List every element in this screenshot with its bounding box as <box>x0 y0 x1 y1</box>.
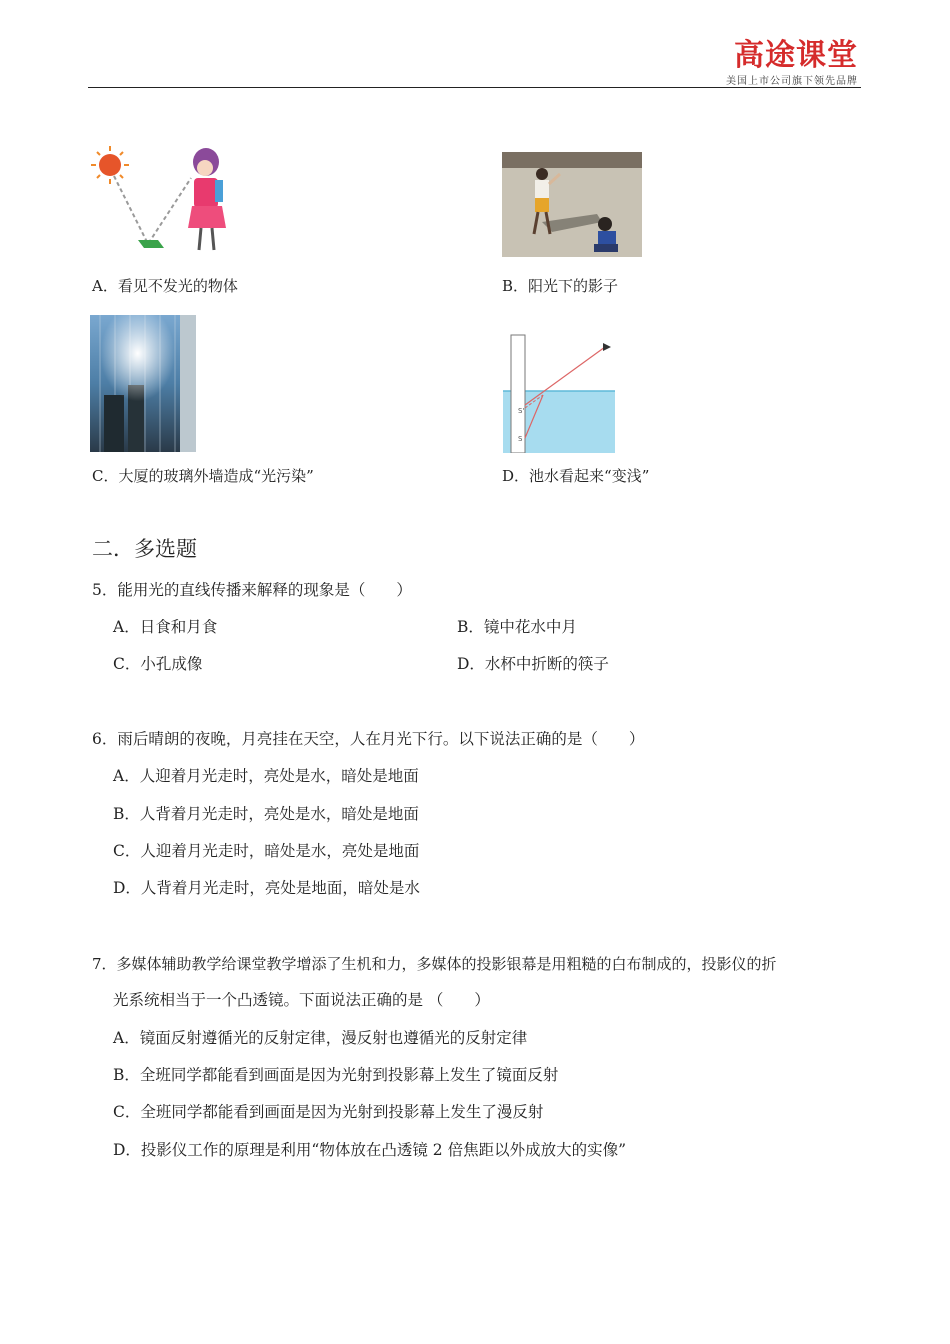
glass-building-photo <box>90 315 196 452</box>
header-divider <box>88 87 861 88</box>
pool-refraction-diagram <box>503 333 615 453</box>
figure-a-illustration <box>88 140 228 258</box>
brand-slogan: 美国上市公司旗下领先品牌 <box>726 76 858 87</box>
question-5-stem: 5．能用光的直线传播来解释的现象是（ ） <box>92 581 412 599</box>
figure-c-photo <box>90 315 196 452</box>
brand-logo: 高途课堂 <box>734 38 858 73</box>
figure-d-caption: D．池水看起来“变浅” <box>502 467 650 485</box>
question-6-stem: 6．雨后晴朗的夜晚，月亮挂在天空，人在月光下行。以下说法正确的是（ ） <box>92 730 645 748</box>
question-5-option-c: C．小孔成像 <box>113 655 203 673</box>
question-6-option-d: D．人背着月光走时，亮处是地面，暗处是水 <box>113 879 420 897</box>
sun-icon <box>91 146 129 184</box>
question-6-option-c: C．人迎着月光走时，暗处是水，亮处是地面 <box>113 842 420 860</box>
girl-icon <box>188 148 226 250</box>
question-5-option-a: A．日食和月食 <box>113 618 218 636</box>
question-7-stem-line-2: 光系统相当于一个凸透镜。下面说法正确的是 （ ） <box>113 991 490 1009</box>
question-7-option-c: C．全班同学都能看到画面是因为光射到投影幕上发生了漫反射 <box>113 1103 544 1121</box>
question-5-option-b: B．镜中花水中月 <box>457 618 577 636</box>
eye-icon <box>603 343 611 351</box>
book-icon <box>138 240 164 248</box>
figure-b-caption: B．阳光下的影子 <box>502 277 619 295</box>
question-7-option-a: A．镜面反射遵循光的反射定律，漫反射也遵循光的反射定律 <box>113 1029 528 1047</box>
question-7-stem-line-1: 7．多媒体辅助教学给课堂教学增添了生机和力，多媒体的投影银幕是用粗糙的白布制成的，投影仪的折 <box>92 955 777 973</box>
question-7-option-b: B．全班同学都能看到画面是因为光射到投影幕上发生了镜面反射 <box>113 1066 559 1084</box>
figure-c-caption: C．大厦的玻璃外墙造成“光污染” <box>92 467 314 485</box>
figure-b-photo <box>502 152 642 257</box>
children-shadow-photo <box>502 152 642 257</box>
question-6-option-a: A．人迎着月光走时，亮处是水，暗处是地面 <box>113 767 419 785</box>
question-7-option-d: D．投影仪工作的原理是利用“物体放在凸透镜 2 倍焦距以外成放大的实像” <box>113 1141 626 1159</box>
question-5-option-d: D．水杯中折断的筷子 <box>457 655 609 673</box>
question-6-option-b: B．人背着月光走时，亮处是水，暗处是地面 <box>113 805 419 823</box>
svg-text:S': S' <box>518 407 525 415</box>
figure-a-caption: A．看见不发光的物体 <box>92 277 238 295</box>
section-title: 二．多选题 <box>92 537 197 561</box>
sun-girl-reflection-illustration <box>88 140 228 258</box>
svg-text:S: S <box>518 435 523 443</box>
figure-d-diagram <box>503 333 615 453</box>
